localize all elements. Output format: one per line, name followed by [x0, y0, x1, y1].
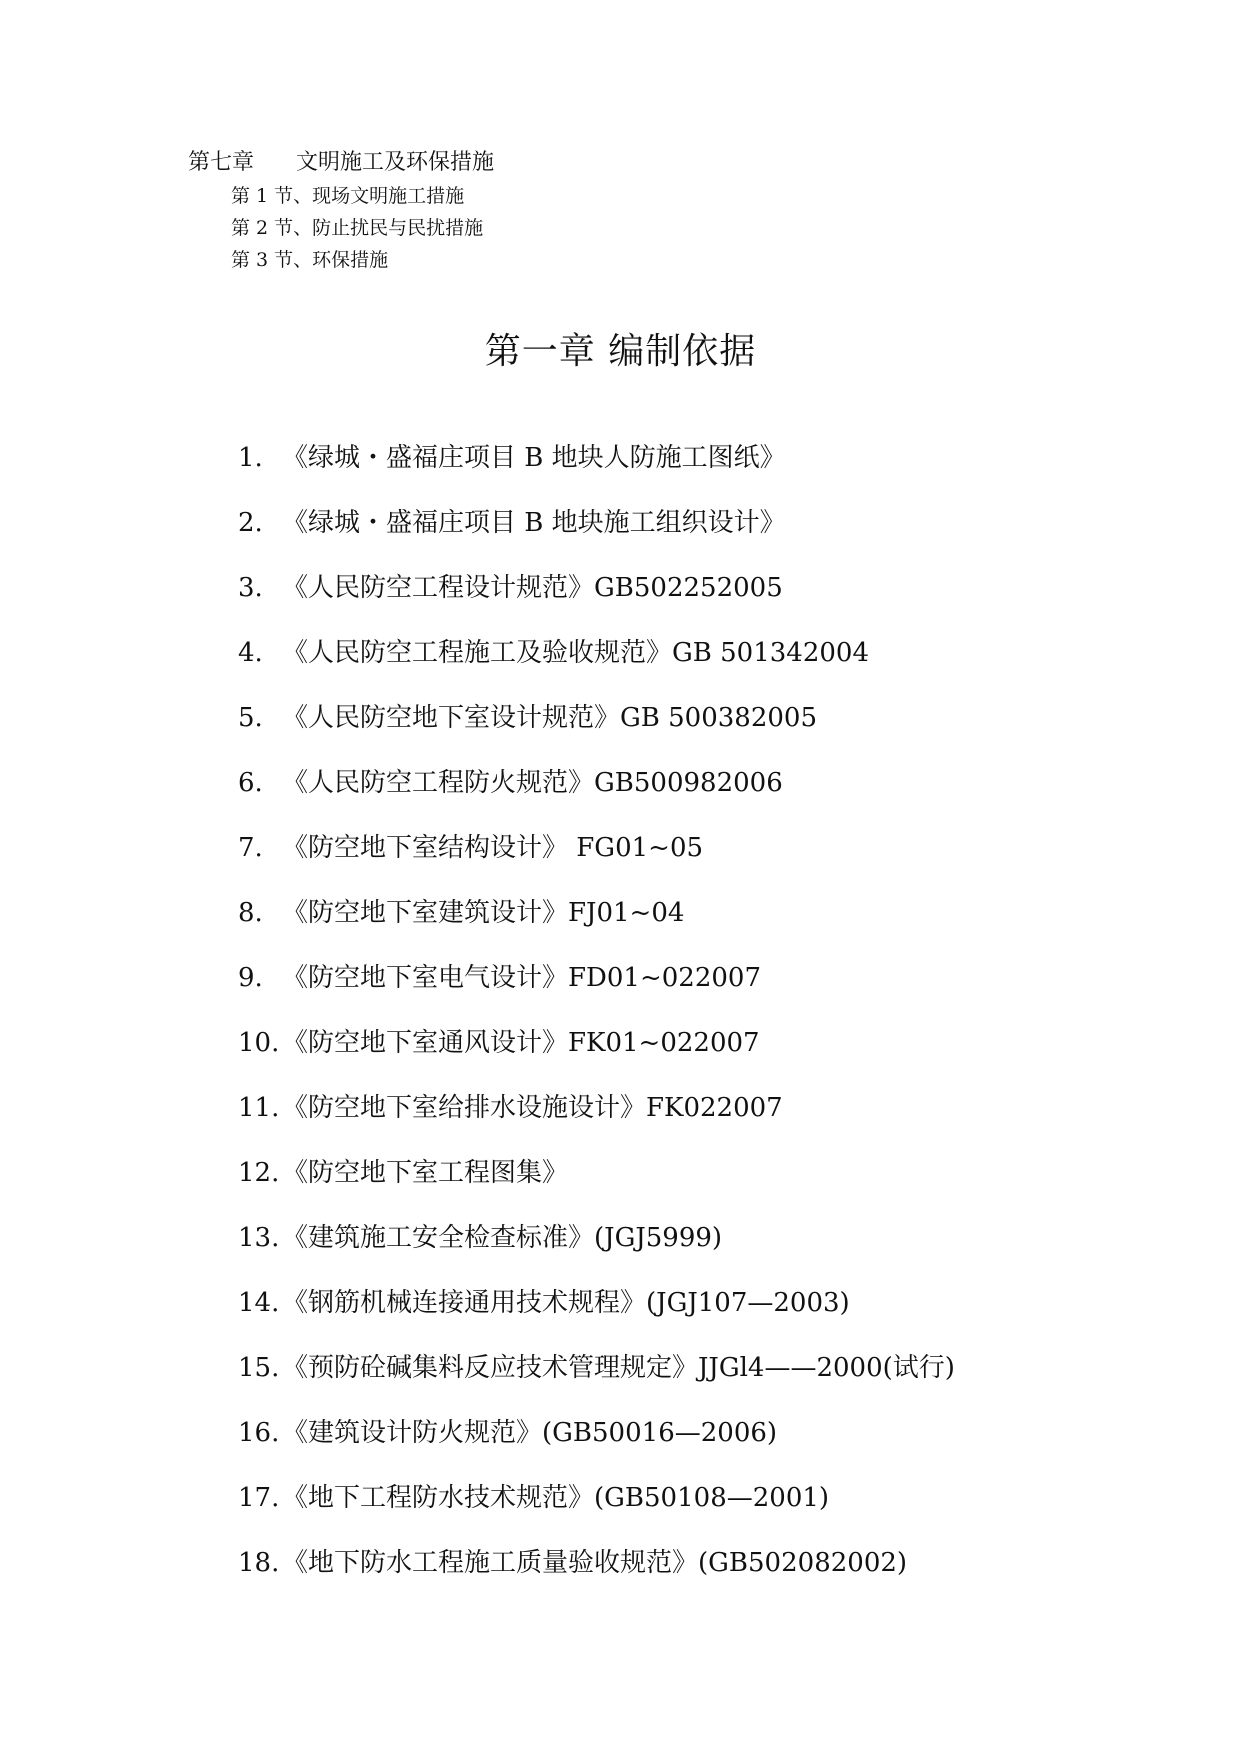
reference-title: 《人民防空工程设计规范》GB502252005	[282, 573, 783, 603]
reference-item	[238, 893, 955, 958]
reference-number: 12.	[238, 1158, 280, 1188]
chapter-heading: 第一章 编制依据	[484, 331, 757, 372]
reference-title: 《钢筋机械连接通用技术规程》(JGJ107—2003)	[282, 1288, 850, 1318]
reference-item	[238, 1283, 955, 1348]
reference-number: 18.	[238, 1548, 280, 1578]
reference-item	[238, 1088, 955, 1153]
reference-number: 3.	[238, 573, 263, 603]
reference-title: 《绿城・盛福庄项目 B 地块人防施工图纸》	[282, 443, 786, 473]
reference-title: 《人民防空工程施工及验收规范》GB 501342004	[282, 638, 870, 668]
toc-section: 第 2 节、防止扰民与民扰措施	[231, 217, 484, 239]
reference-list	[238, 438, 955, 1608]
toc-chapter-number: 第七章	[188, 150, 255, 175]
reference-title: 《防空地下室电气设计》FD01~022007	[282, 963, 762, 993]
reference-title: 《人民防空工程防火规范》GB500982006	[282, 768, 783, 798]
reference-item	[238, 828, 955, 893]
toc-section: 第 1 节、现场文明施工措施	[231, 185, 465, 207]
reference-title: 《建筑施工安全检查标准》(JGJ5999)	[282, 1223, 723, 1253]
reference-title: 《防空地下室通风设计》FK01~022007	[282, 1028, 760, 1058]
reference-title: 《建筑设计防火规范》(GB50016—2006)	[282, 1418, 778, 1448]
reference-number: 6.	[238, 768, 263, 798]
toc-chapter-line	[188, 146, 494, 180]
reference-title: 《防空地下室给排水设施设计》FK022007	[282, 1093, 783, 1123]
reference-item	[238, 438, 955, 503]
reference-item	[238, 763, 955, 828]
reference-title: 《地下工程防水技术规范》(GB50108—2001)	[282, 1483, 830, 1513]
table-of-contents	[188, 146, 494, 276]
reference-title: 《地下防水工程施工质量验收规范》(GB502082002)	[282, 1548, 908, 1578]
toc-chapter-title: 文明施工及环保措施	[296, 150, 495, 175]
reference-title: 《防空地下室工程图集》	[282, 1158, 569, 1188]
reference-item	[238, 698, 955, 763]
reference-number: 1.	[238, 443, 263, 473]
reference-title: 《防空地下室建筑设计》FJ01~04	[282, 898, 685, 928]
reference-number: 7.	[238, 833, 263, 863]
reference-title: 《人民防空地下室设计规范》GB 500382005	[282, 703, 818, 733]
reference-item	[238, 1478, 955, 1543]
reference-number: 13.	[238, 1223, 280, 1253]
reference-item	[238, 633, 955, 698]
toc-section: 第 3 节、环保措施	[231, 249, 389, 271]
reference-item	[238, 1218, 955, 1283]
reference-item	[238, 503, 955, 568]
reference-number: 10.	[238, 1028, 280, 1058]
reference-number: 17.	[238, 1483, 280, 1513]
reference-item	[238, 1348, 955, 1413]
reference-number: 9.	[238, 963, 263, 993]
reference-number: 4.	[238, 638, 263, 668]
reference-item	[238, 1153, 955, 1218]
reference-title: 《绿城・盛福庄项目 B 地块施工组织设计》	[282, 508, 786, 538]
reference-number: 16.	[238, 1418, 280, 1448]
reference-title: 《预防砼碱集料反应技术管理规定》JJGl4——2000(试行)	[282, 1353, 955, 1383]
reference-number: 15.	[238, 1353, 280, 1383]
reference-item	[238, 1413, 955, 1478]
reference-item	[238, 1543, 955, 1608]
reference-number: 14.	[238, 1288, 280, 1318]
reference-number: 8.	[238, 898, 263, 928]
reference-number: 5.	[238, 703, 263, 733]
reference-title: 《防空地下室结构设计》 FG01~05	[282, 833, 704, 863]
reference-item	[238, 568, 955, 633]
reference-item	[238, 1023, 955, 1088]
reference-number: 2.	[238, 508, 263, 538]
reference-number: 11.	[238, 1093, 280, 1123]
reference-item	[238, 958, 955, 1023]
